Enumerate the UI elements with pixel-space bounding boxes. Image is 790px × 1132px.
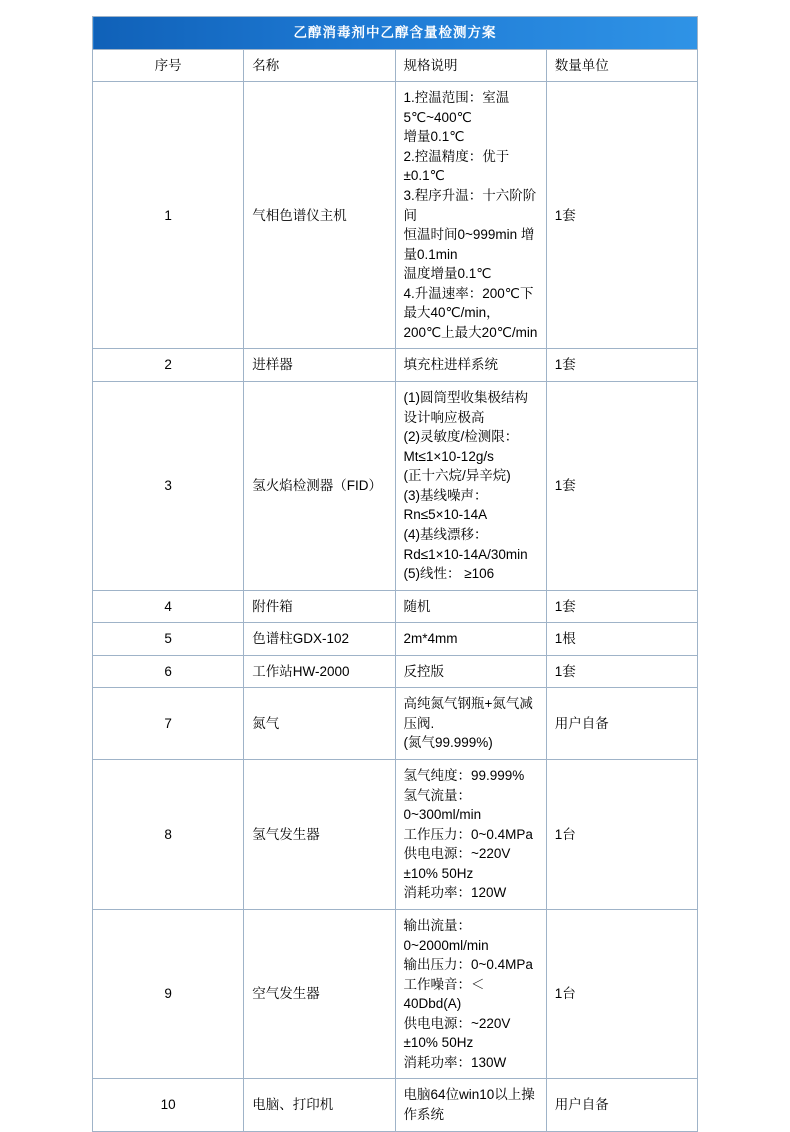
cell-name: 氮气 — [244, 688, 395, 760]
spec-line: 恒温时间0~999min 增量0.1min — [403, 227, 535, 262]
column-header-name: 名称 — [244, 49, 395, 82]
cell-unit: 1台 — [546, 760, 697, 910]
spec-line: 供电电源：~220V ±10% 50Hz — [403, 846, 515, 881]
spec-line: 4.升温速率：200℃下最大40℃/min， — [403, 285, 534, 321]
spec-line: 3.程序升温：十六阶阶间 — [403, 187, 537, 223]
spec-line: 温度增量0.1℃ — [403, 266, 492, 282]
document-title: 乙醇消毒剂中乙醇含量检测方案 — [93, 17, 698, 50]
cell-spec — [395, 82, 546, 349]
cell-spec — [395, 760, 546, 910]
cell-spec — [395, 590, 546, 623]
table-row — [93, 349, 698, 382]
spec-line: (氮气99.999%) — [403, 735, 493, 751]
cell-unit: 1套 — [546, 382, 697, 591]
spec-line: 工作压力：0~0.4MPa — [403, 826, 533, 842]
table-row — [93, 623, 698, 656]
table-row — [93, 382, 698, 591]
cell-spec — [395, 688, 546, 760]
spec-line: 高纯氮气钢瓶+氮气减压阀. — [403, 696, 533, 731]
spec-line: 输出压力：0~0.4MPa — [403, 957, 533, 973]
cell-unit: 1台 — [546, 909, 697, 1079]
cell-spec — [395, 1079, 546, 1131]
cell-unit: 1根 — [546, 623, 697, 656]
table-row — [93, 760, 698, 910]
spec-line: 消耗功率：130W — [403, 1054, 507, 1070]
cell-name: 电脑、打印机 — [244, 1079, 395, 1131]
cell-unit: 用户自备 — [546, 1079, 697, 1131]
cell-no: 6 — [93, 655, 244, 688]
cell-name: 工作站HW-2000 — [244, 655, 395, 688]
cell-no: 4 — [93, 590, 244, 623]
cell-name: 色谱柱GDX-102 — [244, 623, 395, 656]
cell-unit: 1套 — [546, 349, 697, 382]
spec-line: (5)线性： ≥106 — [403, 566, 495, 582]
spec-line: 氢气纯度：99.999% — [403, 768, 525, 783]
table-row — [93, 1079, 698, 1131]
cell-name: 进样器 — [244, 349, 395, 382]
specification-table — [92, 16, 698, 1132]
spec-line: 氢气流量：0~300ml/min — [403, 787, 482, 823]
table-row — [93, 82, 698, 349]
cell-unit: 1套 — [546, 590, 697, 623]
cell-no: 10 — [93, 1079, 244, 1131]
cell-spec — [395, 349, 546, 382]
cell-unit: 用户自备 — [546, 688, 697, 760]
cell-unit: 1套 — [546, 82, 697, 349]
cell-spec — [395, 909, 546, 1079]
spec-table-wrapper — [92, 16, 698, 1132]
table-row — [93, 590, 698, 623]
cell-spec — [395, 623, 546, 656]
cell-no: 7 — [93, 688, 244, 760]
column-header-unit: 数量单位 — [546, 49, 697, 82]
spec-line: 反控版 — [403, 663, 444, 679]
cell-name: 氢火焰检测器（FID） — [244, 382, 395, 591]
spec-line: 200℃上最大20℃/min — [403, 324, 538, 340]
cell-spec — [395, 382, 546, 591]
cell-spec — [395, 655, 546, 688]
spec-line: 填充柱进样系统 — [403, 357, 498, 373]
table-title-row — [93, 17, 698, 50]
spec-line: 2.控温精度：优于±0.1℃ — [403, 148, 510, 184]
table-row — [93, 655, 698, 688]
cell-unit: 1套 — [546, 655, 697, 688]
cell-name: 氢气发生器 — [244, 760, 395, 910]
cell-name: 附件箱 — [244, 590, 395, 623]
spec-line: (正十六烷/异辛烷) — [403, 468, 511, 484]
table-header-row — [93, 49, 698, 82]
column-header-spec: 规格说明 — [395, 49, 546, 82]
cell-no: 1 — [93, 82, 244, 349]
cell-no: 9 — [93, 909, 244, 1079]
table-body — [93, 17, 698, 1132]
spec-line: 电脑64位win10以上操作系统 — [403, 1087, 535, 1122]
spec-line: 供电电源：~220V ±10% 50Hz — [403, 1015, 515, 1051]
spec-line: 随机 — [403, 598, 431, 614]
table-row — [93, 909, 698, 1079]
spec-line: 工作噪音：＜40Dbd(A) — [403, 976, 485, 1012]
cell-no: 8 — [93, 760, 244, 910]
spec-line: 输出流量：0~2000ml/min — [403, 917, 489, 953]
cell-name: 空气发生器 — [244, 909, 395, 1079]
cell-no: 2 — [93, 349, 244, 382]
cell-no: 5 — [93, 623, 244, 656]
spec-line: 消耗功率：120W — [403, 885, 507, 901]
cell-name: 气相色谱仪主机 — [244, 82, 395, 349]
column-header-no: 序号 — [93, 49, 244, 82]
spec-line: (1)圆筒型收集极结构设计响应极高 — [403, 390, 528, 425]
spec-line: (4)基线漂移： Rd≤1×10-14A/30min — [403, 526, 528, 562]
spec-line: (3)基线噪声： Rn≤5×10-14A — [403, 487, 492, 523]
table-row — [93, 688, 698, 760]
spec-line: 增量0.1℃ — [403, 129, 465, 145]
cell-no: 3 — [93, 382, 244, 591]
spec-line: 1.控温范围：室温 5℃~400℃ — [403, 90, 514, 125]
spec-line: (2)灵敏度/检测限： Mt≤1×10-12g/s — [403, 429, 523, 464]
spec-line: 2m*4mm — [403, 631, 458, 647]
